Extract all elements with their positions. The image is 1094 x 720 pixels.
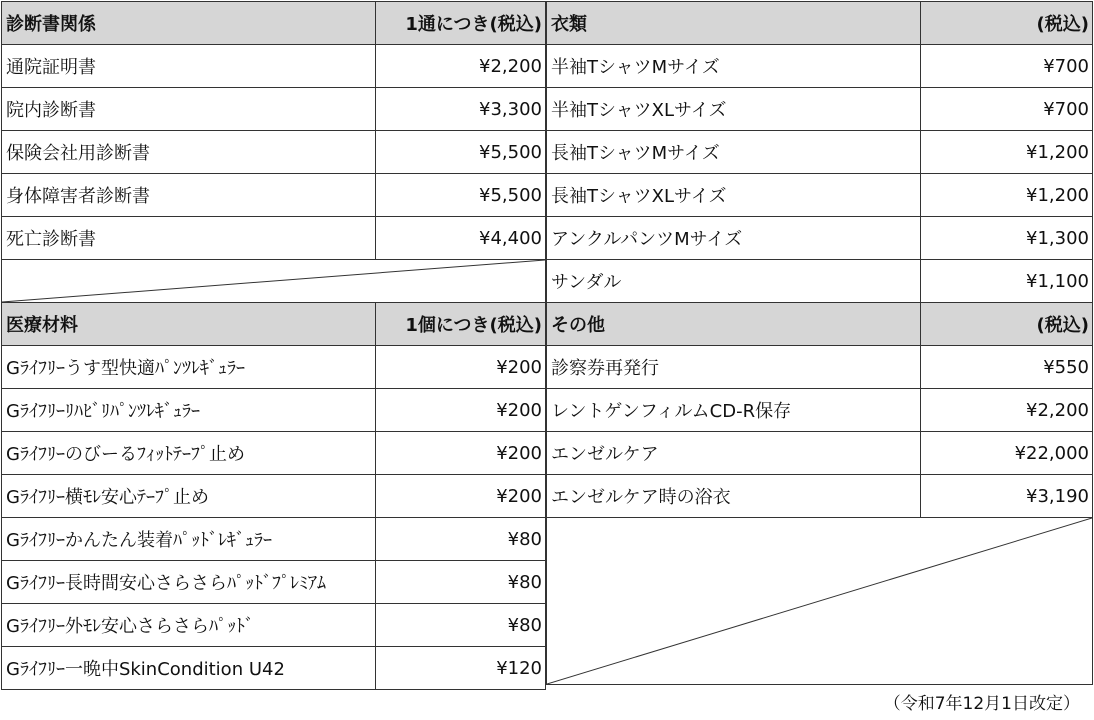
item-name: レントゲンフィルムCD-R保存 bbox=[547, 389, 921, 432]
item-price: ¥5,500 bbox=[376, 131, 546, 174]
table-row bbox=[547, 475, 1093, 518]
clothing-price-header: (税込) bbox=[921, 2, 1093, 45]
table-row bbox=[547, 389, 1093, 432]
item-name: 長袖TシャツMサイズ bbox=[547, 131, 921, 174]
diagonal-line bbox=[547, 518, 1092, 684]
table-row bbox=[2, 346, 546, 389]
other-header-row bbox=[547, 303, 1093, 346]
item-name: Gﾗｲﾌﾘｰうす型快適ﾊﾟﾝﾂﾚｷﾞｭﾗｰ bbox=[2, 346, 376, 389]
table-row bbox=[547, 131, 1093, 174]
item-name: サンダル bbox=[547, 260, 921, 303]
diagnosis-price-header: 1通につき(税込) bbox=[376, 2, 546, 45]
item-price: ¥2,200 bbox=[921, 389, 1093, 432]
empty-row bbox=[2, 260, 546, 303]
item-price: ¥80 bbox=[376, 604, 546, 647]
table-row bbox=[547, 217, 1093, 260]
item-price: ¥80 bbox=[376, 518, 546, 561]
diagnosis-header-row bbox=[2, 2, 546, 45]
table-row bbox=[2, 131, 546, 174]
medical-price-header: 1個につき(税込) bbox=[376, 303, 546, 346]
item-price: ¥1,200 bbox=[921, 174, 1093, 217]
empty-cell-diagonal bbox=[2, 260, 546, 303]
table-row bbox=[2, 88, 546, 131]
item-price: ¥200 bbox=[376, 432, 546, 475]
revision-note: （令和7年12月1日改定） bbox=[883, 694, 1080, 714]
item-price: ¥200 bbox=[376, 475, 546, 518]
table-row bbox=[2, 432, 546, 475]
item-price: ¥550 bbox=[921, 346, 1093, 389]
right-price-table bbox=[546, 1, 1093, 685]
item-price: ¥4,400 bbox=[376, 217, 546, 260]
item-name: Gﾗｲﾌﾘｰ一晩中SkinCondition U42 bbox=[2, 647, 376, 690]
table-row bbox=[547, 88, 1093, 131]
clothing-header-row bbox=[547, 2, 1093, 45]
table-row bbox=[2, 518, 546, 561]
item-name: Gﾗｲﾌﾘｰのびーるﾌｨｯﾄﾃｰﾌﾟ止め bbox=[2, 432, 376, 475]
item-price: ¥1,200 bbox=[921, 131, 1093, 174]
table-row bbox=[2, 561, 546, 604]
table-row bbox=[2, 217, 546, 260]
item-name: アンクルパンツMサイズ bbox=[547, 217, 921, 260]
table-row bbox=[2, 389, 546, 432]
clothing-section-title: 衣類 bbox=[547, 2, 921, 45]
medical-section-title: 医療材料 bbox=[2, 303, 376, 346]
item-price: ¥80 bbox=[376, 561, 546, 604]
item-name: 院内診断書 bbox=[2, 88, 376, 131]
item-name: 半袖TシャツMサイズ bbox=[547, 45, 921, 88]
item-name: Gﾗｲﾌﾘｰ横ﾓﾚ安心ﾃｰﾌﾟ止め bbox=[2, 475, 376, 518]
left-price-table bbox=[1, 1, 546, 690]
other-price-header: (税込) bbox=[921, 303, 1093, 346]
diagnosis-section-title: 診断書関係 bbox=[2, 2, 376, 45]
item-price: ¥22,000 bbox=[921, 432, 1093, 475]
diagonal-line bbox=[2, 260, 545, 302]
item-name: 死亡診断書 bbox=[2, 217, 376, 260]
item-name: Gﾗｲﾌﾘｰ外ﾓﾚ安心さらさらﾊﾟｯﾄﾞ bbox=[2, 604, 376, 647]
item-price: ¥1,300 bbox=[921, 217, 1093, 260]
item-name: Gﾗｲﾌﾘｰﾘﾊﾋﾞﾘﾊﾟﾝﾂﾚｷﾞｭﾗｰ bbox=[2, 389, 376, 432]
table-row bbox=[547, 260, 1093, 303]
table-row bbox=[547, 432, 1093, 475]
item-price: ¥200 bbox=[376, 346, 546, 389]
item-price: ¥2,200 bbox=[376, 45, 546, 88]
item-name: 半袖TシャツXLサイズ bbox=[547, 88, 921, 131]
table-row bbox=[2, 174, 546, 217]
item-name: エンゼルケア bbox=[547, 432, 921, 475]
item-price: ¥3,300 bbox=[376, 88, 546, 131]
table-row bbox=[547, 346, 1093, 389]
item-name: 保険会社用診断書 bbox=[2, 131, 376, 174]
table-row bbox=[2, 604, 546, 647]
item-name: Gﾗｲﾌﾘｰ長時間安心さらさらﾊﾟｯﾄﾞﾌﾟﾚﾐｱﾑ bbox=[2, 561, 376, 604]
item-price: ¥200 bbox=[376, 389, 546, 432]
item-price: ¥1,100 bbox=[921, 260, 1093, 303]
table-row bbox=[2, 475, 546, 518]
item-name: 身体障害者診断書 bbox=[2, 174, 376, 217]
item-name: 長袖TシャツXLサイズ bbox=[547, 174, 921, 217]
item-price: ¥120 bbox=[376, 647, 546, 690]
medical-header-row bbox=[2, 303, 546, 346]
table-row bbox=[2, 647, 546, 690]
table-row bbox=[547, 45, 1093, 88]
empty-cell-diagonal bbox=[547, 518, 1093, 685]
empty-row bbox=[547, 518, 1093, 685]
other-section-title: その他 bbox=[547, 303, 921, 346]
item-name: エンゼルケア時の浴衣 bbox=[547, 475, 921, 518]
item-name: 通院証明書 bbox=[2, 45, 376, 88]
item-price: ¥700 bbox=[921, 45, 1093, 88]
item-price: ¥700 bbox=[921, 88, 1093, 131]
item-name: Gﾗｲﾌﾘｰかんたん装着ﾊﾟｯﾄﾞﾚｷﾞｭﾗｰ bbox=[2, 518, 376, 561]
item-price: ¥5,500 bbox=[376, 174, 546, 217]
item-name: 診察券再発行 bbox=[547, 346, 921, 389]
table-row bbox=[547, 174, 1093, 217]
item-price: ¥3,190 bbox=[921, 475, 1093, 518]
table-row bbox=[2, 45, 546, 88]
